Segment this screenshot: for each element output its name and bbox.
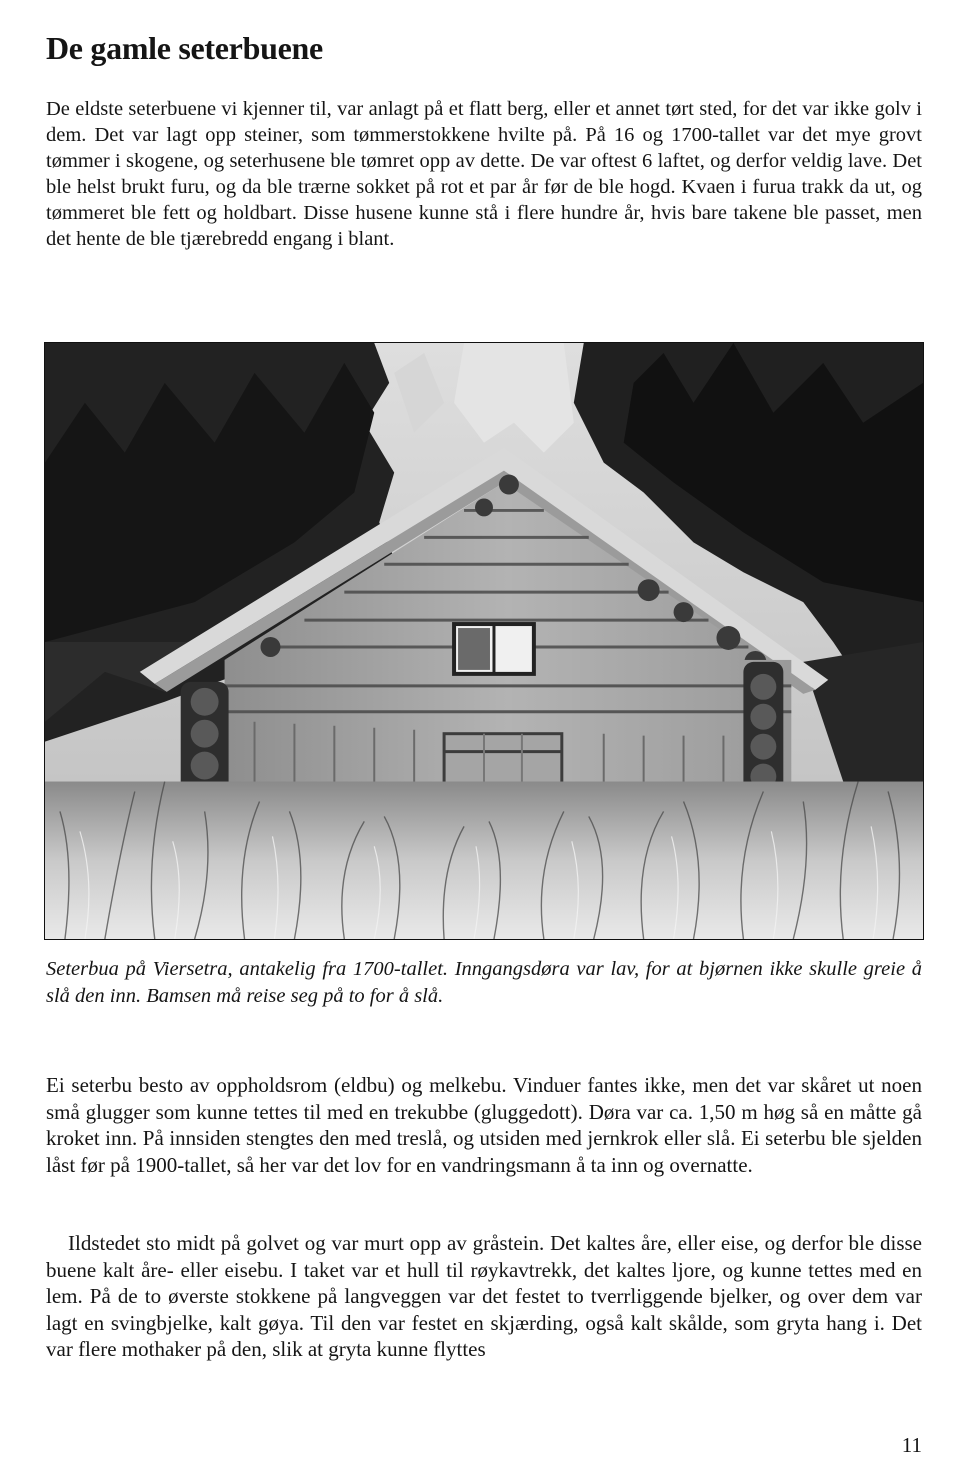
page-number: 11 — [901, 1433, 922, 1457]
page-heading: De gamle seterbuene — [46, 30, 323, 66]
intro-paragraph: De eldste seterbuene vi kjenner til, var anlagt på et flatt berg, eller et annet tørt sted, for det var ikke golv i dem. Det var lagt opp steiner, som tømmerstokkene hvilte på. På 16 og 1700-tallet var det mye grovt tømmer i skogene, og seterhusene ble tømret opp av dette. De var oftest 6 laftet, og derfor veldig lave. Det ble helst brukt furu, og da ble trærne sokket på rot et par år før de ble hogd. Kvaen i furua trakk da ut, og tømmeret ble fett og holdbart. Disse husene kunne stå i flere hundre år, hvis bare takene ble passet, men det hente de ble tjærebredd engang i blant. — [46, 98, 922, 250]
photo-caption: Seterbua på Viersetra, antakelig fra 1700-tallet. Inngangsdøra var lav, for at bjørnen ikke skulle greie å slå den inn. Bamsen må reise seg på to for å slå. — [46, 958, 922, 1007]
hearth-paragraph: Ildstedet sto midt på golvet og var murt opp av gråstein. Det kaltes åre, eller eise, og derfor ble disse buene kalt åre- eller eisebu. I taket var et hull til røykavtrekk, det kaltes ljore, og kunne tettes med en lem. På de to øverste stokkene på langveggen var det festet to tverrliggende bjelker, og over dem var lagt en svingbjelke, kalt gøya. Til den var festet en skjærding, også kalt skålde, som gryta hang i. Det var flere mothaker på den, slik at gryta kunne flyttes — [46, 1231, 922, 1361]
cabin-photo — [44, 342, 924, 940]
building-paragraph: Ei seterbu besto av oppholdsrom (eldbu) og melkebu. Vinduer fantes ikke, men det var skåret ut noen små glugger som kunne tettes til med en trekubbe (gluggedott). Døra var ca. 1,50 m høg så en måtte gå kroket inn. På innsiden stengtes den med treslå, og utsiden med jernkrok eller slå. Ei seterbu ble sjelden låst før på 1900-tallet, så her var det lov for en vandringsmann å ta inn og overnatte. — [46, 1073, 922, 1177]
